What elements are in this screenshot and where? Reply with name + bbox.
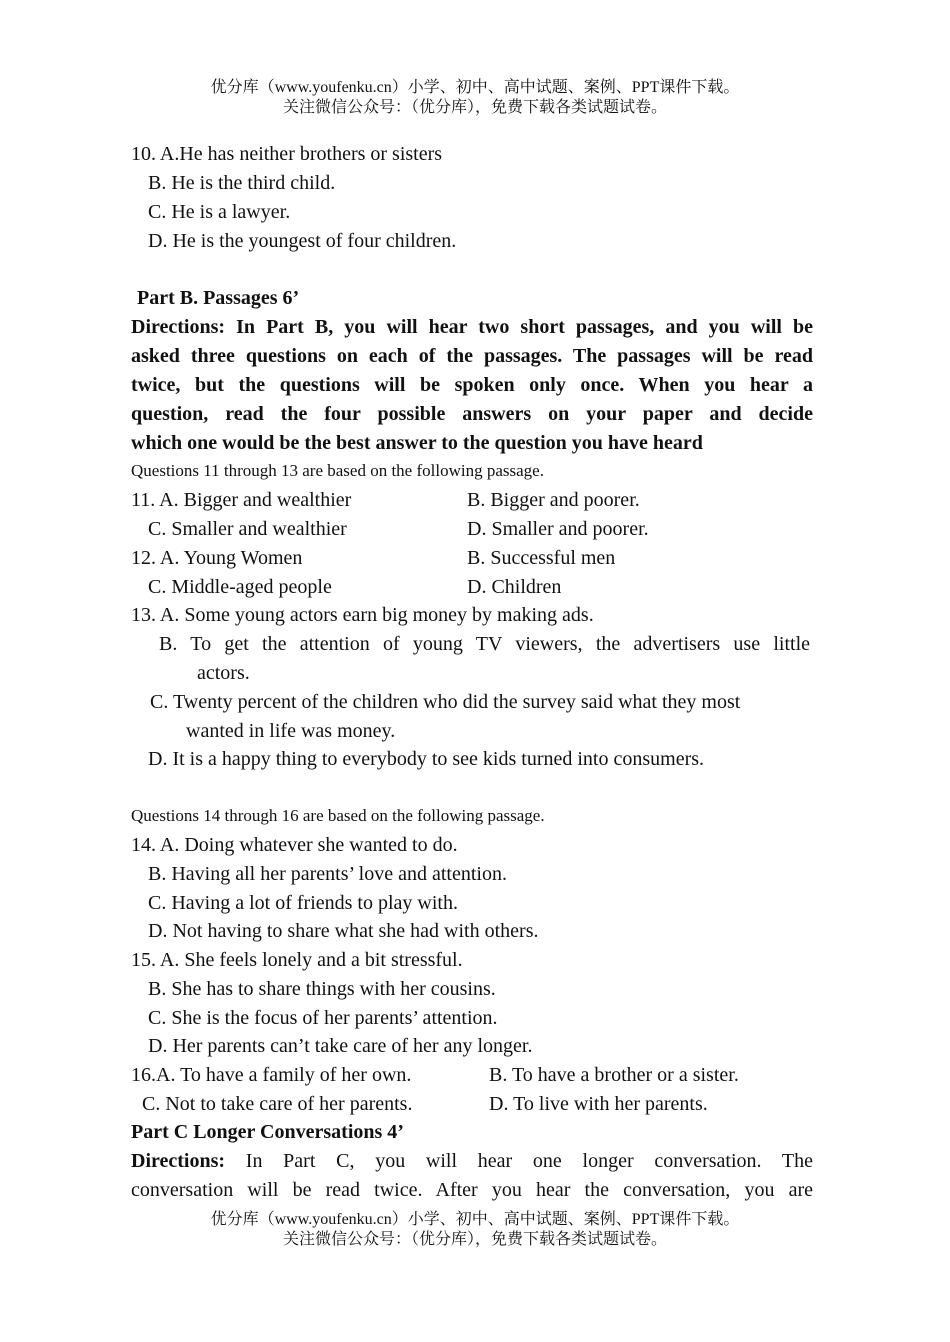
- part-c-directions-label: Directions:: [131, 1150, 226, 1172]
- page-footer-line-1: 优分库（www.youfenku.cn）小学、初中、高中试题、案例、PPT课件下载。: [210, 1211, 740, 1228]
- q13-option-a: 13. A. Some young actors earn big money by making ads.: [131, 604, 594, 626]
- q16-option-b: B. To have a brother or a sister.: [489, 1064, 739, 1086]
- q13-option-b-line-1: B. To get the attention of young TV viewers, the advertisers use little: [159, 633, 810, 655]
- part-b-directions-line-5: which one would be the best answer to the question you have heard: [131, 432, 703, 454]
- q12-option-c: C. Middle-aged people: [148, 576, 332, 598]
- part-c-directions-line-2: conversation will be read twice. After you hear the conversation, you are: [131, 1179, 813, 1201]
- q16-option-d: D. To live with her parents.: [489, 1093, 708, 1115]
- q13-option-c-line-1: C. Twenty percent of the children who did the survey said what they most: [150, 691, 741, 713]
- part-c-directions-line-1: [131, 1147, 813, 1175]
- page-header-line-2: 关注微信公众号：（优分库），免费下载各类试题试卷。: [282, 99, 667, 116]
- q15-option-d: D. Her parents can’t take care of her any longer.: [148, 1035, 533, 1057]
- q11-option-c: C. Smaller and wealthier: [148, 518, 347, 540]
- q10-option-c: C. He is a lawyer.: [148, 201, 291, 223]
- passage-2-intro: Questions 14 through 16 are based on the following passage.: [131, 806, 545, 825]
- q10-option-b: B. He is the third child.: [148, 172, 336, 194]
- q11-option-d: D. Smaller and poorer.: [467, 518, 649, 540]
- q13-option-b-line-2: actors.: [197, 662, 250, 684]
- q11-option-b: B. Bigger and poorer.: [467, 489, 640, 511]
- part-c-title: Part C Longer Conversations 4’: [131, 1121, 404, 1143]
- q15-option-c: C. She is the focus of her parents’ attention.: [148, 1007, 498, 1029]
- q10-option-a: 10. A.He has neither brothers or sisters: [131, 143, 443, 165]
- q13-option-d: D. It is a happy thing to everybody to see kids turned into consumers.: [148, 748, 705, 770]
- q14-option-d: D. Not having to share what she had with others.: [148, 920, 539, 942]
- q12-option-b: B. Successful men: [467, 547, 616, 569]
- page-footer-line-2: 关注微信公众号：（优分库），免费下载各类试题试卷。: [282, 1231, 667, 1248]
- part-b-title: Part B. Passages 6’: [137, 287, 300, 309]
- passage-1-intro: Questions 11 through 13 are based on the following passage.: [131, 461, 544, 480]
- part-b-directions-line-1: Directions: In Part B, you will hear two short passages, and you will be: [131, 316, 813, 338]
- page-header-line-1: 优分库（www.youfenku.cn）小学、初中、高中试题、案例、PPT课件下载。: [210, 79, 740, 96]
- part-b-directions-line-3: twice, but the questions will be spoken only once. When you hear a: [131, 374, 813, 396]
- q12-option-a: 12. A. Young Women: [131, 547, 303, 569]
- q14-option-c: C. Having a lot of friends to play with.: [148, 892, 458, 914]
- q14-option-b: B. Having all her parents’ love and attention.: [148, 863, 507, 885]
- part-b-directions-line-2: asked three questions on each of the passages. The passages will be read: [131, 345, 813, 367]
- part-c-directions-line-1-text: In Part C, you will hear one longer conversation. The: [245, 1150, 813, 1172]
- part-b-directions-line-4: question, read the four possible answers on your paper and decide: [131, 403, 813, 425]
- q15-option-b: B. She has to share things with her cousins.: [148, 978, 496, 1000]
- q10-option-d: D. He is the youngest of four children.: [148, 230, 457, 252]
- q11-option-a: 11. A. Bigger and wealthier: [131, 489, 352, 511]
- q14-option-a: 14. A. Doing whatever she wanted to do.: [131, 834, 458, 856]
- q16-option-c: C. Not to take care of her parents.: [142, 1093, 413, 1115]
- q15-option-a: 15. A. She feels lonely and a bit stressful.: [131, 949, 463, 971]
- q16-option-a: 16.A. To have a family of her own.: [131, 1064, 412, 1086]
- q13-option-c-line-2: wanted in life was money.: [186, 720, 396, 742]
- q12-option-d: D. Children: [467, 576, 562, 598]
